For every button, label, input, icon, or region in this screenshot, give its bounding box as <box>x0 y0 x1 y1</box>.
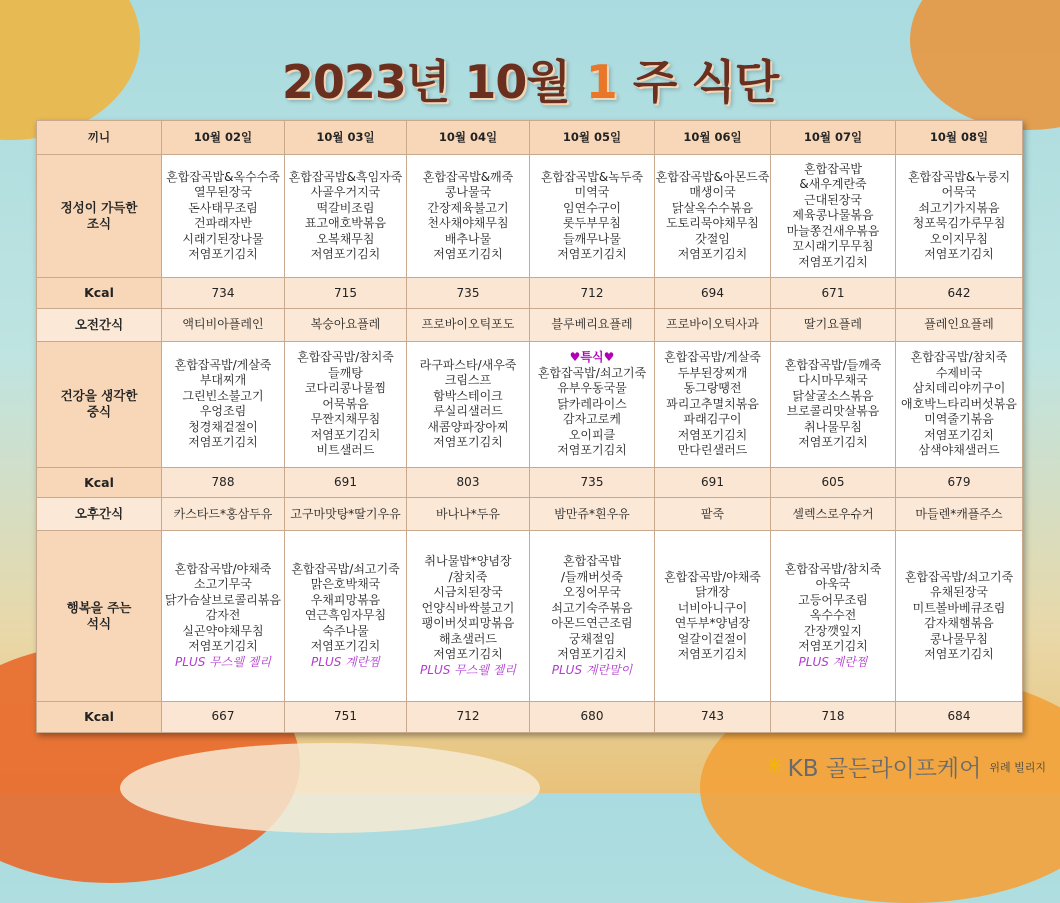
row-label: 건강을 생각한 중식 <box>37 342 162 467</box>
menu-item: 고등어무조림 <box>798 592 868 607</box>
menu-item: 새콤양파장아찌 <box>427 419 509 434</box>
menu-item: 저염포기김치 <box>798 435 868 450</box>
date-header: 10월 06일 <box>655 121 771 155</box>
row-label: 오전간식 <box>37 309 162 342</box>
menu-item: 미트볼바베큐조림 <box>912 600 1006 615</box>
menu-item: 맑은호박채국 <box>310 577 381 592</box>
menu-cell <box>407 155 530 278</box>
menu-item: 유부우동국물 <box>557 381 627 396</box>
menu-item: 유채된장국 <box>930 585 988 600</box>
menu-cell <box>771 531 896 702</box>
page-title <box>0 46 1060 112</box>
menu-item: 두부된장찌개 <box>677 365 748 380</box>
menu-item: 저염포기김치 <box>433 647 503 662</box>
menu-item: 저염포기김치 <box>677 427 748 442</box>
menu-item: 돈사태무조림 <box>188 200 258 215</box>
menu-item: 들깨무나물 <box>563 231 621 246</box>
menu-item: 혼합잡곡밥&아몬드죽 <box>655 169 770 184</box>
date-header: 10월 02일 <box>162 121 285 155</box>
menu-item: 팽이버섯피망볶음 <box>421 616 515 631</box>
menu-item: 저염포기김치 <box>798 639 868 654</box>
menu-cell <box>162 531 285 702</box>
menu-item: 연두부*양념장 <box>674 616 751 631</box>
menu-item: 저염포기김치 <box>924 427 994 442</box>
date-header: 10월 04일 <box>407 121 530 155</box>
menu-cell <box>530 155 655 278</box>
kcal-value: 715 <box>285 278 407 309</box>
snack-item: 팥죽 <box>655 498 771 531</box>
menu-item: 부대찌개 <box>199 373 247 388</box>
menu-item: 혼합잡곡밥 <box>804 161 862 176</box>
row-label: Kcal <box>37 278 162 309</box>
header-row <box>37 121 1023 155</box>
menu-item: 배추나물 <box>444 231 492 246</box>
menu-item: 취나물밥*양념장 <box>424 554 512 569</box>
menu-item: 열무된장국 <box>194 185 252 200</box>
meal-row <box>37 531 1023 702</box>
kb-logo <box>765 750 1046 783</box>
menu-item: 간장깻잎지 <box>804 623 862 638</box>
menu-item: 아욱국 <box>815 577 851 592</box>
menu-item: 오복채무침 <box>316 231 375 246</box>
menu-item: 코다리콩나물찜 <box>304 381 387 396</box>
plus-item: PLUS 무스웰 젤리 <box>175 654 271 669</box>
kcal-value: 684 <box>896 702 1023 733</box>
menu-item: 저염포기김치 <box>677 247 748 262</box>
kcal-row <box>37 278 1023 309</box>
menu-item: 미역국 <box>574 185 610 200</box>
menu-item: 혼합잡곡밥/쇠고기죽 <box>537 365 647 380</box>
title-year-month: 2023년 10월 <box>281 55 570 109</box>
menu-item: 저염포기김치 <box>557 247 627 262</box>
snack-item: 블루베리요플레 <box>530 309 655 342</box>
snack-item: 셀렉스로우슈거 <box>771 498 896 531</box>
kcal-value: 735 <box>407 278 530 309</box>
snack-row <box>37 309 1023 342</box>
menu-item: /들깨버섯죽 <box>560 569 623 584</box>
kcal-value: 605 <box>771 467 896 498</box>
row-label: 행복을 주는 석식 <box>37 531 162 702</box>
menu-item: 꼬시래기무무침 <box>792 239 874 254</box>
menu-item: &새우계란죽 <box>799 177 867 192</box>
snack-item: 복숭아요플레 <box>285 309 407 342</box>
menu-item: ♥특식♥ <box>569 350 615 365</box>
menu-cell <box>896 342 1023 467</box>
menu-item: 저염포기김치 <box>188 639 258 654</box>
menu-item: 혼합잡곡밥&누룽지 <box>907 169 1011 184</box>
menu-item: 콩나물무침 <box>930 631 988 646</box>
menu-item: 청경채겉절이 <box>188 419 258 434</box>
snack-row <box>37 498 1023 531</box>
menu-item: 혼합잡곡밥/참치죽 <box>910 350 1008 365</box>
menu-item: 혼합잡곡밥/참치죽 <box>297 350 394 365</box>
menu-cell <box>655 155 771 278</box>
menu-item: 저염포기김치 <box>310 247 381 262</box>
menu-item: 혼합잡곡밥/참치죽 <box>784 561 882 576</box>
kcal-row <box>37 467 1023 498</box>
menu-item: 저염포기김치 <box>557 647 627 662</box>
background-path <box>120 743 540 833</box>
menu-item: 떡갈비조림 <box>316 200 375 215</box>
kcal-value: 667 <box>162 702 285 733</box>
date-header: 10월 08일 <box>896 121 1023 155</box>
menu-item: 동그랑땡전 <box>683 381 742 396</box>
menu-item: 들깨탕 <box>328 365 363 380</box>
snack-item: 프로바이오틱포도 <box>407 309 530 342</box>
menu-item: 감자고로케 <box>563 412 621 427</box>
menu-item: 근대된장국 <box>804 192 862 207</box>
menu-cell <box>655 342 771 467</box>
menu-item: 닭카레라이스 <box>557 396 627 411</box>
menu-item: 크림스프 <box>444 373 492 388</box>
title-suffix: 주 식단 <box>632 55 779 109</box>
meal-column-header: 끼니 <box>37 121 162 155</box>
kcal-value: 803 <box>407 467 530 498</box>
menu-item: 롯두부무침 <box>563 216 621 231</box>
menu-item: 삼치데리야끼구이 <box>912 381 1006 396</box>
snack-item: 고구마맛탕*딸기우유 <box>285 498 407 531</box>
menu-item: 저염포기김치 <box>924 647 994 662</box>
snack-item: 플레인요플레 <box>896 309 1023 342</box>
menu-item: 저염포기김치 <box>433 435 503 450</box>
menu-item: 혼합잡곡밥/쇠고기죽 <box>291 561 400 576</box>
menu-item: 임연수구이 <box>563 200 621 215</box>
meal-row <box>37 342 1023 467</box>
menu-item: 그린빈소불고기 <box>182 388 264 403</box>
menu-item: 미역줄기볶음 <box>924 412 994 427</box>
menu-item: 연근흑임자무침 <box>304 608 387 623</box>
menu-item: 청포묵김가루무침 <box>912 216 1006 231</box>
menu-item: 비트샐러드 <box>316 443 375 458</box>
row-label: Kcal <box>37 702 162 733</box>
menu-item: 브로콜리맛살볶음 <box>786 404 880 419</box>
menu-item: 혼합잡곡밥&흑임자죽 <box>288 169 403 184</box>
menu-cell <box>771 155 896 278</box>
kcal-row <box>37 702 1023 733</box>
menu-item: 혼합잡곡밥/야채죽 <box>664 569 761 584</box>
menu-cell <box>655 531 771 702</box>
menu-item: 오징어무국 <box>563 585 621 600</box>
menu-cell <box>896 531 1023 702</box>
kb-star-icon: ✳ <box>765 754 784 779</box>
menu-item: 파래김구이 <box>683 412 742 427</box>
menu-cell <box>285 531 407 702</box>
menu-item: 쇠고기숙주볶음 <box>551 600 633 615</box>
plus-item: PLUS 계란찜 <box>798 654 868 669</box>
plus-item: PLUS 계란찜 <box>311 654 380 669</box>
menu-item: 사골우거지국 <box>310 185 381 200</box>
snack-item: 액티비아플레인 <box>162 309 285 342</box>
menu-cell <box>162 155 285 278</box>
logo-text: KB 골든라이프케어 <box>787 756 982 782</box>
menu-item: 닭살옥수수볶음 <box>671 200 754 215</box>
menu-item: 갓절임 <box>695 231 730 246</box>
menu-item: 옥수수전 <box>809 608 857 623</box>
menu-item: 혼합잡곡밥&녹두죽 <box>540 169 644 184</box>
menu-cell <box>530 342 655 467</box>
menu-item: 혼합잡곡밥/쇠고기죽 <box>904 569 1014 584</box>
title-week-number: 1 <box>585 55 617 109</box>
kcal-value: 691 <box>655 467 771 498</box>
menu-item: 감자채햄볶음 <box>924 616 994 631</box>
date-header: 10월 05일 <box>530 121 655 155</box>
kcal-value: 734 <box>162 278 285 309</box>
menu-item: 혼합잡곡밥/야채죽 <box>174 561 272 576</box>
menu-item: 우채피망볶음 <box>310 592 381 607</box>
plus-item: PLUS 무스웰 젤리 <box>420 662 516 677</box>
menu-item: 혼합잡곡밥/게살죽 <box>174 357 272 372</box>
kcal-value: 671 <box>771 278 896 309</box>
kcal-value: 642 <box>896 278 1023 309</box>
snack-item: 프로바이오틱사과 <box>655 309 771 342</box>
menu-item: 닭살굴소스볶음 <box>792 388 874 403</box>
menu-item: 감자전 <box>205 608 241 623</box>
menu-item: 콩나물국 <box>444 185 492 200</box>
menu-item: 오이지무침 <box>930 231 988 246</box>
menu-item: 언양식바싹불고기 <box>421 600 515 615</box>
menu-item: 쇠고기가지볶음 <box>918 200 1000 215</box>
menu-item: 너비아니구이 <box>677 600 748 615</box>
snack-item: 마들렌*캐플주스 <box>896 498 1023 531</box>
menu-item: 함박스테이크 <box>433 388 503 403</box>
menu-item: 얼갈이겉절이 <box>677 631 748 646</box>
menu-table <box>36 120 1023 733</box>
menu-item: 저염포기김치 <box>188 247 258 262</box>
kcal-value: 679 <box>896 467 1023 498</box>
kcal-value: 788 <box>162 467 285 498</box>
menu-item: 표고애호박볶음 <box>304 216 387 231</box>
kcal-value: 743 <box>655 702 771 733</box>
menu-item: 무짠지채무침 <box>310 412 381 427</box>
menu-item: 어묵국 <box>941 185 977 200</box>
kcal-value: 680 <box>530 702 655 733</box>
menu-item: 혼합잡곡밥/게살죽 <box>664 350 761 365</box>
menu-item: 혼합잡곡밥&옥수수죽 <box>166 169 280 184</box>
menu-item: 애호박느타리버섯볶음 <box>901 396 1017 411</box>
menu-item: 시래기된장나물 <box>182 231 264 246</box>
kcal-value: 712 <box>530 278 655 309</box>
menu-item: 삼색야채샐러드 <box>918 443 1000 458</box>
row-label: Kcal <box>37 467 162 498</box>
menu-item: 혼합잡곡밥/들깨죽 <box>784 357 882 372</box>
menu-item: 어묵볶음 <box>322 396 369 411</box>
menu-cell <box>285 155 407 278</box>
kcal-value: 691 <box>285 467 407 498</box>
menu-item: 제육콩나물볶음 <box>792 208 874 223</box>
snack-item: 바나나*두유 <box>407 498 530 531</box>
menu-item: /참치죽 <box>448 569 488 584</box>
menu-item: 루실리샐러드 <box>433 404 503 419</box>
menu-cell <box>530 531 655 702</box>
menu-item: 매생이국 <box>689 185 736 200</box>
menu-item: 실곤약야채무침 <box>182 623 264 638</box>
kcal-value: 718 <box>771 702 896 733</box>
menu-item: 저염포기김치 <box>310 427 381 442</box>
menu-cell <box>285 342 407 467</box>
menu-item: 시금치된장국 <box>433 585 503 600</box>
menu-item: 저염포기김치 <box>188 435 258 450</box>
menu-item: 저염포기김치 <box>310 639 381 654</box>
snack-item: 딸기요플레 <box>771 309 896 342</box>
menu-cell <box>162 342 285 467</box>
menu-item: 다시마무채국 <box>798 373 868 388</box>
meal-row <box>37 155 1023 278</box>
menu-item: 닭가슴살브로콜리볶음 <box>165 592 281 607</box>
menu-item: 저염포기김치 <box>557 443 627 458</box>
menu-item: 저염포기김치 <box>677 647 748 662</box>
date-header: 10월 03일 <box>285 121 407 155</box>
kcal-value: 694 <box>655 278 771 309</box>
menu-item: 우엉조림 <box>199 404 247 419</box>
kcal-value: 751 <box>285 702 407 733</box>
menu-cell <box>771 342 896 467</box>
menu-cell <box>407 342 530 467</box>
menu-item: 닭개장 <box>695 585 730 600</box>
menu-item: 숙주나물 <box>322 623 369 638</box>
menu-item: 혼합잡곡밥 <box>563 554 621 569</box>
kcal-value: 712 <box>407 702 530 733</box>
menu-cell <box>407 531 530 702</box>
snack-item: 카스타드*홍삼두유 <box>162 498 285 531</box>
logo-subtext: 위례 빌리지 <box>989 760 1046 774</box>
menu-item: 수제비국 <box>935 365 983 380</box>
menu-item: 도토리묵야채무침 <box>666 216 759 231</box>
menu-item: 저염포기김치 <box>924 247 994 262</box>
row-label: 정성이 가득한 조식 <box>37 155 162 278</box>
kcal-value: 735 <box>530 467 655 498</box>
snack-item: 밤만쥬*흰우유 <box>530 498 655 531</box>
menu-item: 오이피클 <box>568 427 616 442</box>
menu-item: 혼합잡곡밥&깨죽 <box>422 169 514 184</box>
menu-item: 건파래자반 <box>194 216 252 231</box>
menu-item: 소고기무국 <box>194 577 252 592</box>
date-header: 10월 07일 <box>771 121 896 155</box>
menu-item: 꽈리고추멸치볶음 <box>666 396 759 411</box>
menu-item: 저염포기김치 <box>798 254 868 269</box>
menu-item: 간장제육불고기 <box>427 200 509 215</box>
menu-item: 해초샐러드 <box>439 631 497 646</box>
menu-item: 저염포기김치 <box>433 247 503 262</box>
menu-item: 라구파스타/새우죽 <box>419 357 517 372</box>
menu-item: 아몬드연근조림 <box>551 616 633 631</box>
menu-item: 마늘쫑건새우볶음 <box>786 223 880 238</box>
menu-item: 만다린샐러드 <box>677 443 748 458</box>
menu-item: 궁채절임 <box>568 631 616 646</box>
row-label: 오후간식 <box>37 498 162 531</box>
menu-item: 취나물무침 <box>804 419 862 434</box>
plus-item: PLUS 계란말이 <box>551 662 633 677</box>
menu-cell <box>896 155 1023 278</box>
menu-item: 천사채야채무침 <box>427 216 509 231</box>
